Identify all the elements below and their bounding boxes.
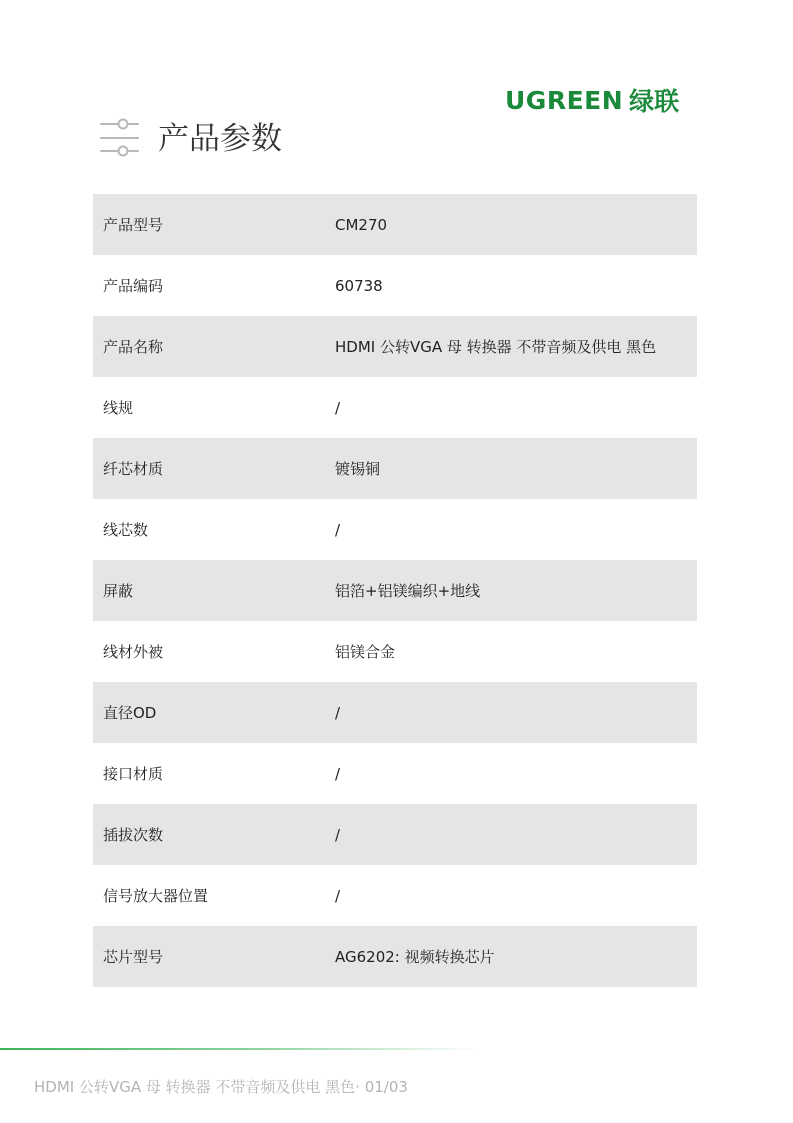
- spec-row: [93, 865, 697, 926]
- spec-label: 产品型号: [103, 216, 164, 234]
- spec-row: [93, 926, 697, 987]
- spec-row: [93, 743, 697, 804]
- spec-value: /: [335, 703, 341, 722]
- spec-label: 插拔次数: [103, 826, 164, 844]
- spec-row: [93, 621, 697, 682]
- brand-logo-latin: UGREEN: [505, 85, 624, 115]
- spec-value: /: [335, 764, 341, 783]
- spec-row: [93, 316, 697, 377]
- spec-row: [93, 255, 697, 316]
- spec-value: HDMI 公转VGA 母 转换器 不带音频及供电 黑色: [335, 337, 657, 356]
- spec-label: 直径OD: [103, 704, 157, 722]
- spec-value: /: [335, 825, 341, 844]
- spec-label: 信号放大器位置: [103, 887, 209, 905]
- spec-value: AG6202: 视频转换芯片: [335, 947, 495, 966]
- brand-logo: [505, 84, 679, 116]
- spec-label: 产品编码: [103, 277, 164, 295]
- spec-value: CM270: [335, 215, 388, 234]
- section-title: 产品参数: [158, 121, 282, 157]
- spec-label: 线芯数: [103, 521, 149, 539]
- footer-text: HDMI 公转VGA 母 转换器 不带音频及供电 黑色· 01/03: [34, 1078, 408, 1096]
- spec-row: [93, 682, 697, 743]
- spec-value: /: [335, 886, 341, 905]
- spec-row: [93, 194, 697, 255]
- footer-divider: [0, 1048, 480, 1050]
- spec-label: 屏蔽: [103, 582, 134, 600]
- spec-table: [93, 194, 697, 987]
- sliders-icon: [98, 117, 140, 159]
- spec-value: 铝镁合金: [335, 642, 396, 661]
- spec-label: 线规: [103, 399, 134, 417]
- spec-value: 铝箔+铝镁编织+地线: [335, 581, 481, 600]
- spec-label: 纤芯材质: [103, 460, 164, 478]
- spec-row: [93, 377, 697, 438]
- spec-row: [93, 804, 697, 865]
- spec-value: /: [335, 520, 341, 539]
- spec-row: [93, 560, 697, 621]
- brand-logo-cjk: 绿联: [629, 87, 680, 116]
- spec-row: [93, 438, 697, 499]
- spec-label: 接口材质: [103, 765, 164, 783]
- spec-value: 镀锡铜: [335, 459, 381, 478]
- spec-row: [93, 499, 697, 560]
- spec-value: 60738: [335, 276, 383, 295]
- spec-label: 产品名称: [103, 338, 164, 356]
- spec-label: 芯片型号: [103, 948, 164, 966]
- spec-value: /: [335, 398, 341, 417]
- spec-label: 线材外被: [103, 643, 164, 661]
